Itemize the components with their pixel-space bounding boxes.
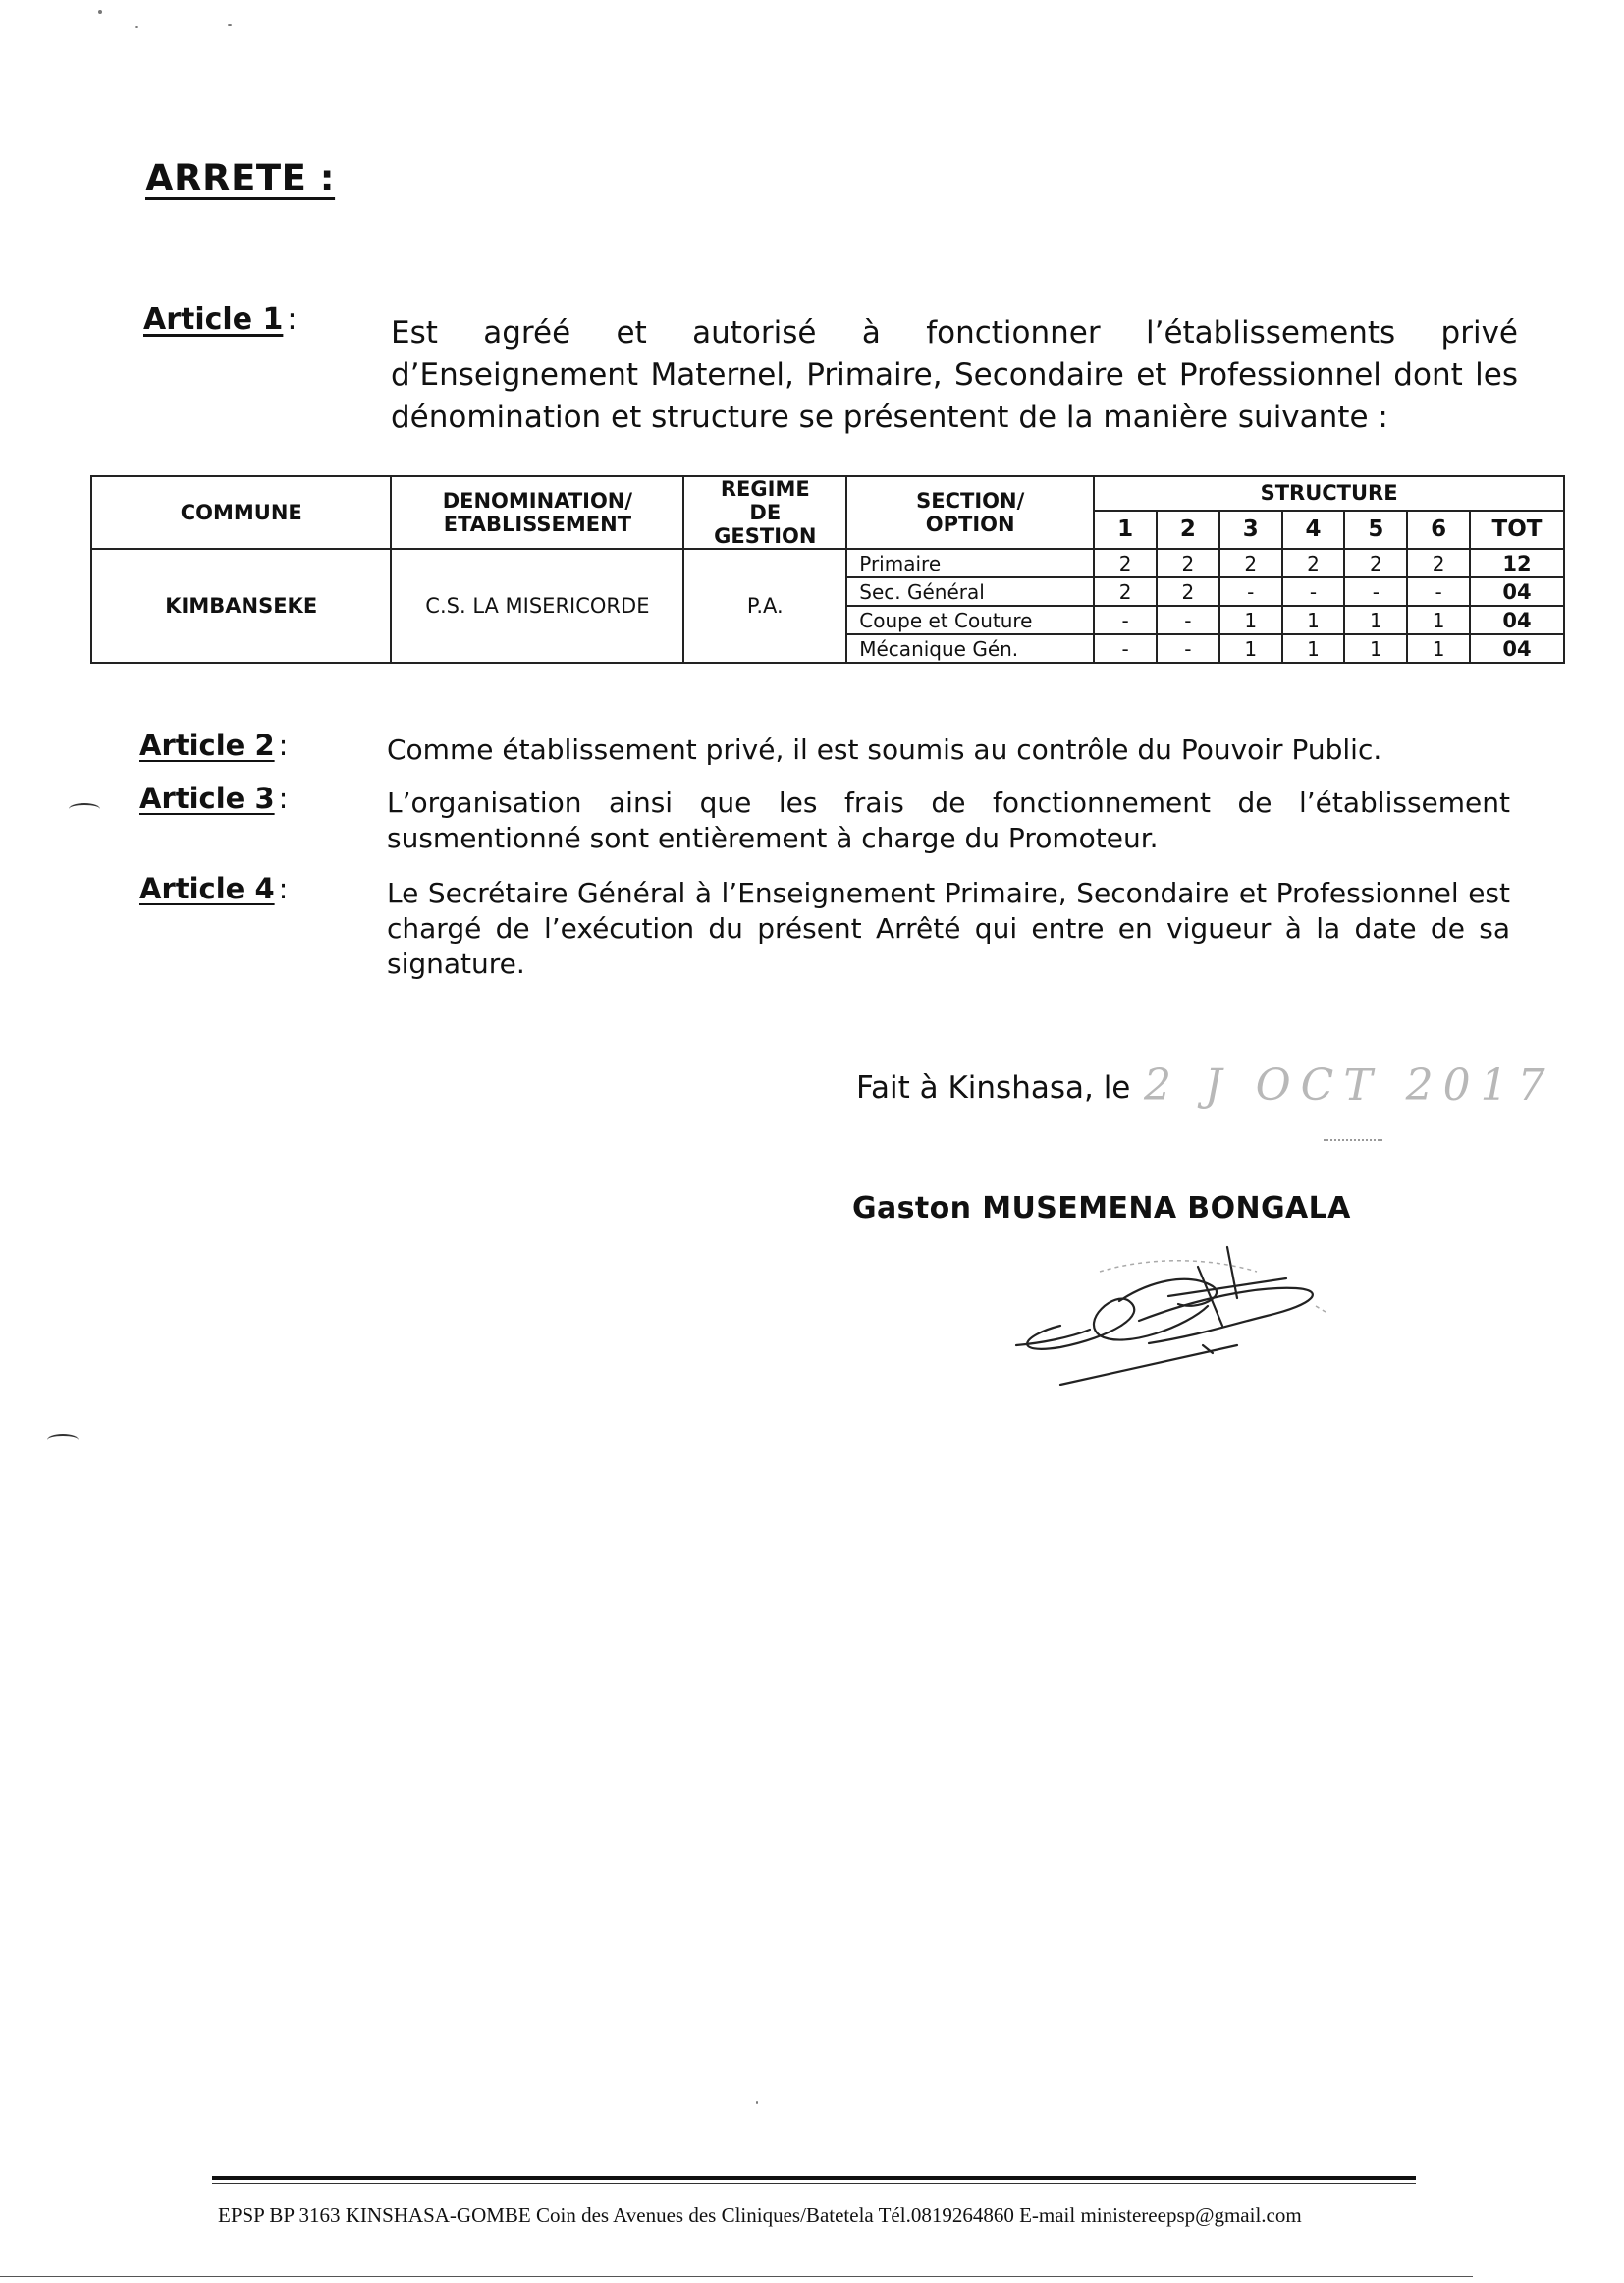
footer-address: EPSP BP 3163 KINSHASA-GOMBE Coin des Avenues des Cliniques/Batetela Tél.0819264860 E-mail ministereepsp@gmail.com	[218, 2203, 1302, 2227]
article-4-label-text: Article 4	[139, 872, 275, 905]
value-cell: 1	[1407, 606, 1470, 634]
signatory-name: Gaston MUSEMENA BONGALA	[852, 1191, 1351, 1225]
header-col-3: 3	[1219, 511, 1282, 549]
article-3-text: L’organisation ainsi que les frais de fonctionnement de l’établissement susmentionné sont entièrement à charge du Promoteur.	[387, 787, 1510, 854]
value-cell: -	[1282, 577, 1345, 606]
value-cell: 1	[1344, 606, 1407, 634]
article-1-label	[143, 302, 297, 337]
school-structure-table	[90, 475, 1565, 664]
header-col-5: 5	[1344, 511, 1407, 549]
header-col-tot: TOT	[1470, 511, 1564, 549]
article-3-label-text: Article 3	[139, 782, 275, 815]
value-cell: 2	[1094, 549, 1157, 577]
value-cell: 1	[1282, 606, 1345, 634]
option-cell: Primaire	[846, 549, 1094, 577]
margin-mark	[69, 803, 100, 815]
value-cell: -	[1219, 577, 1282, 606]
value-cell: 2	[1219, 549, 1282, 577]
option-cell: Sec. Général	[846, 577, 1094, 606]
value-cell: 2	[1094, 577, 1157, 606]
header-structure: STRUCTURE	[1094, 476, 1564, 511]
article-2-text: Comme établissement privé, il est soumis au contrôle du Pouvoir Public.	[387, 734, 1382, 766]
stamp-dashes	[1324, 1139, 1382, 1143]
value-cell: 2	[1157, 577, 1219, 606]
header-regime: REGIME DE GESTION	[683, 476, 846, 549]
scan-speck	[98, 10, 102, 14]
total-cell: 12	[1470, 549, 1564, 577]
page-heading: ARRETE :	[145, 157, 336, 199]
regime-cell: P.A.	[683, 549, 846, 663]
table-header-row	[91, 476, 1564, 511]
header-section: SECTION/ OPTION	[846, 476, 1094, 549]
handwritten-signature	[1001, 1227, 1375, 1404]
value-cell: -	[1407, 577, 1470, 606]
article-1-label-text: Article 1	[143, 302, 284, 337]
header-col-1: 1	[1094, 511, 1157, 549]
article-3-label	[139, 782, 288, 815]
place-date: Fait à Kinshasa, le	[856, 1070, 1131, 1106]
scan-speck	[756, 2101, 758, 2104]
article-4-text: Le Secrétaire Général à l’Enseignement Primaire, Secondaire et Professionnel est chargé de l’exécution du présent Arrêté qui entre en vigueur à la date de sa signature.	[387, 877, 1510, 980]
total-cell: 04	[1470, 606, 1564, 634]
header-denomination: DENOMINATION/ ETABLISSEMENT	[391, 476, 683, 549]
value-cell: -	[1157, 606, 1219, 634]
total-cell: 04	[1470, 634, 1564, 663]
value-cell: -	[1094, 634, 1157, 663]
value-cell: -	[1094, 606, 1157, 634]
scan-speck	[228, 24, 232, 26]
article-2-label-text: Article 2	[139, 729, 275, 762]
value-cell: 2	[1157, 549, 1219, 577]
value-cell: 1	[1407, 634, 1470, 663]
scan-speck	[135, 26, 138, 28]
article-4-label-colon: :	[278, 872, 289, 905]
header-col-6: 6	[1407, 511, 1470, 549]
value-cell: 1	[1219, 634, 1282, 663]
value-cell: 1	[1282, 634, 1345, 663]
article-3-label-colon: :	[278, 782, 289, 815]
value-cell: 2	[1407, 549, 1470, 577]
article-4-label	[139, 872, 288, 905]
margin-mark	[47, 1434, 79, 1445]
article-1-text: Est agréé et autorisé à fonctionner l’établissements privé d’Enseignement Maternel, Primaire, Secondaire et Professionnel dont les dénomination et structure se présentent de la manière suivante :	[391, 315, 1518, 435]
article-2-label-colon: :	[278, 729, 289, 762]
page-edge-line	[0, 2276, 1473, 2277]
total-cell: 04	[1470, 577, 1564, 606]
value-cell: 2	[1344, 549, 1407, 577]
table-row	[91, 549, 1564, 577]
value-cell: -	[1344, 577, 1407, 606]
value-cell: 1	[1344, 634, 1407, 663]
header-col-2: 2	[1157, 511, 1219, 549]
option-cell: Mécanique Gén.	[846, 634, 1094, 663]
stamp-date: 2 J OCT 2017	[1144, 1060, 1555, 1111]
value-cell: 2	[1282, 549, 1345, 577]
commune-cell: KIMBANSEKE	[91, 549, 391, 663]
value-cell: 1	[1219, 606, 1282, 634]
header-commune: COMMUNE	[91, 476, 391, 549]
article-2-label	[139, 729, 288, 762]
header-col-4: 4	[1282, 511, 1345, 549]
footer-rule-thin	[212, 2183, 1416, 2184]
article-1-label-colon: :	[287, 302, 298, 337]
denomination-cell: C.S. LA MISERICORDE	[391, 549, 683, 663]
option-cell: Coupe et Couture	[846, 606, 1094, 634]
footer-rule	[212, 2176, 1416, 2180]
value-cell: -	[1157, 634, 1219, 663]
